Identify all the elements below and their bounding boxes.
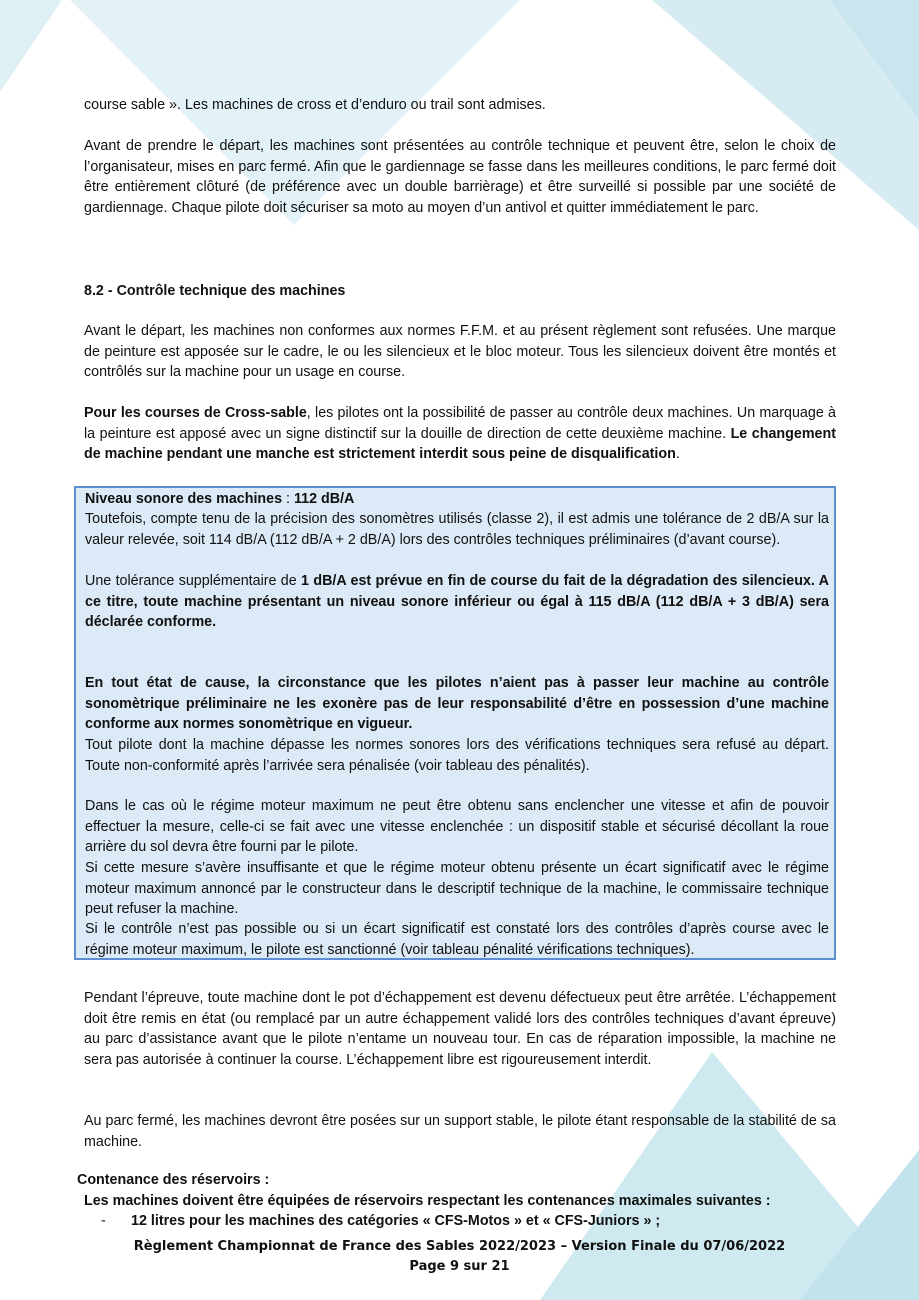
sound-title-sep: : (282, 491, 294, 507)
cross-paragraph (84, 403, 836, 465)
list-dash: - (101, 1213, 106, 1229)
insufficient-paragraph: Si cette mesure s’avère insuffisante et que le régime moteur obtenu présente un écart significatif avec le régime moteur maximum annoncé par le constructeur dans le descriptif technique de la machine, le commissaire technique peut refuser la machine. (85, 860, 829, 917)
sound-level-box (74, 486, 836, 960)
sanction-paragraph: Si le contrôle n’est pas possible ou si un écart significatif est constaté lors des contrôles d’après course avec le régime moteur maximum, le pilote est sanctionné (voir tableau pénalité vérifications techniques). (85, 921, 829, 958)
responsibility-paragraph: En tout état de cause, la circonstance que les pilotes n’aient pas à passer leur machine au contrôle sonomètrique préliminaire ne les exonère pas de leur responsabilité d’être en possession d’une machine conforme aux normes sonomètrique en vigueur. (85, 675, 829, 732)
regime-paragraph: Dans le cas où le régime moteur maximum ne peut être obtenu sans enclencher une vitesse et afin de pouvoir effectuer la mesure, celle-ci se fait avec une vitesse enclenchée : un dispositif stable et sécurisé décollant la roue arrière du sol devra être fourni par le pilote. (85, 798, 829, 855)
cross-text-2: . (675, 446, 680, 462)
supp-bold: 1 dB/A est prévue en fin de course du fait de la dégradation des silencieux. A ce titre, toute machine présentant un niveau sonore inférieur ou égal à 115 dB/A (112 dB/A + 3 dB/A) sera déclarée conforme. (85, 573, 829, 630)
refusal-paragraph: Tout pilote dont la machine dépasse les normes sonores lors des vérifications techniques sera refusé au départ. Toute non-conformité après l’arrivée sera pénalisée (voir tableau des pénalités). (85, 737, 829, 774)
supplementary-tolerance (85, 571, 829, 633)
parc-ferme-paragraph: Au parc fermé, les machines devront être posées sur un support stable, le pilote étant responsable de la stabilité de sa machine. (84, 1113, 836, 1150)
section-heading: 8.2 - Contrôle technique des machines (84, 283, 346, 299)
echappement-paragraph: Pendant l’épreuve, toute machine dont le pot d’échappement est devenu défectueux peut être arrêtée. L’échappement doit être remis en état (ou remplacé par un autre échappement validé lors des contrôles techniques d’avant épreuve) au parc d’assistance avant que le pilote n’entame un nouveau tour. En cas de réparation impossible, la machine ne sera pas autorisée à continuer la course. L’échappement libre est rigoureusement interdit. (84, 990, 836, 1068)
sound-title-value: 112 dB/A (293, 491, 355, 507)
list-item-text: 12 litres pour les machines des catégories « CFS-Motos » et « CFS-Juniors » ; (131, 1213, 661, 1229)
sound-title (85, 489, 829, 510)
sound-title-bold: Niveau sonore des machines (85, 491, 283, 507)
tolerance-paragraph: Toutefois, compte tenu de la précision des sonomètres utilisés (classe 2), il est admis une tolérance de 2 dB/A sur la valeur relevée, soit 114 dB/A (112 dB/A + 2 dB/A) lors des contrôles techniques préliminaires (d’avant course). (85, 511, 829, 548)
reservoirs-intro: Les machines doivent être équipées de réservoirs respectant les contenances maximales suivantes : (84, 1193, 771, 1209)
page-number: Page 9 sur 21 (409, 1259, 510, 1274)
supp-text: Une tolérance supplémentaire de (85, 573, 302, 589)
cross-bold-2: Le changement de machine pendant une manche est strictement interdit sous peine de disqualification (84, 425, 836, 462)
reservoirs-heading: Contenance des réservoirs : (77, 1172, 270, 1188)
cross-text-1: , les pilotes ont la possibilité de passer au contrôle deux machines. Un marquage à la peinture est apposé avec un signe distinctif sur la douille de direction de cette deuxième machine. (84, 405, 836, 442)
controle-paragraph: Avant le départ, les machines non conformes aux normes F.F.M. et au présent règlement sont refusées. Une marque de peinture est apposée sur le cadre, le ou les silencieux et le bloc moteur. Tous les silencieux doivent être montés et contrôlés sur la machine pour un usage en course. (84, 323, 836, 380)
parc-paragraph: Avant de prendre le départ, les machines sont présentées au contrôle technique et peuvent être, selon le choix de l’organisateur, mises en parc fermé. Afin que le gardiennage se fasse dans les meilleures conditions, le parc fermé doit être entièrement clôturé (de préférence avec un double barrièrage) et être surveillé si possible par une société de gardiennage. Chaque pilote doit sécuriser sa moto au moyen d’un antivol et quitter immédiatement le parc. (84, 138, 836, 216)
cross-bold-1: Pour les courses de Cross-sable (84, 405, 307, 421)
footer-title: Règlement Championnat de France des Sables 2022/2023 – Version Finale du 07/06/2022 (133, 1239, 786, 1254)
intro-paragraph: course sable ». Les machines de cross et d’enduro ou trail sont admises. (84, 97, 546, 113)
